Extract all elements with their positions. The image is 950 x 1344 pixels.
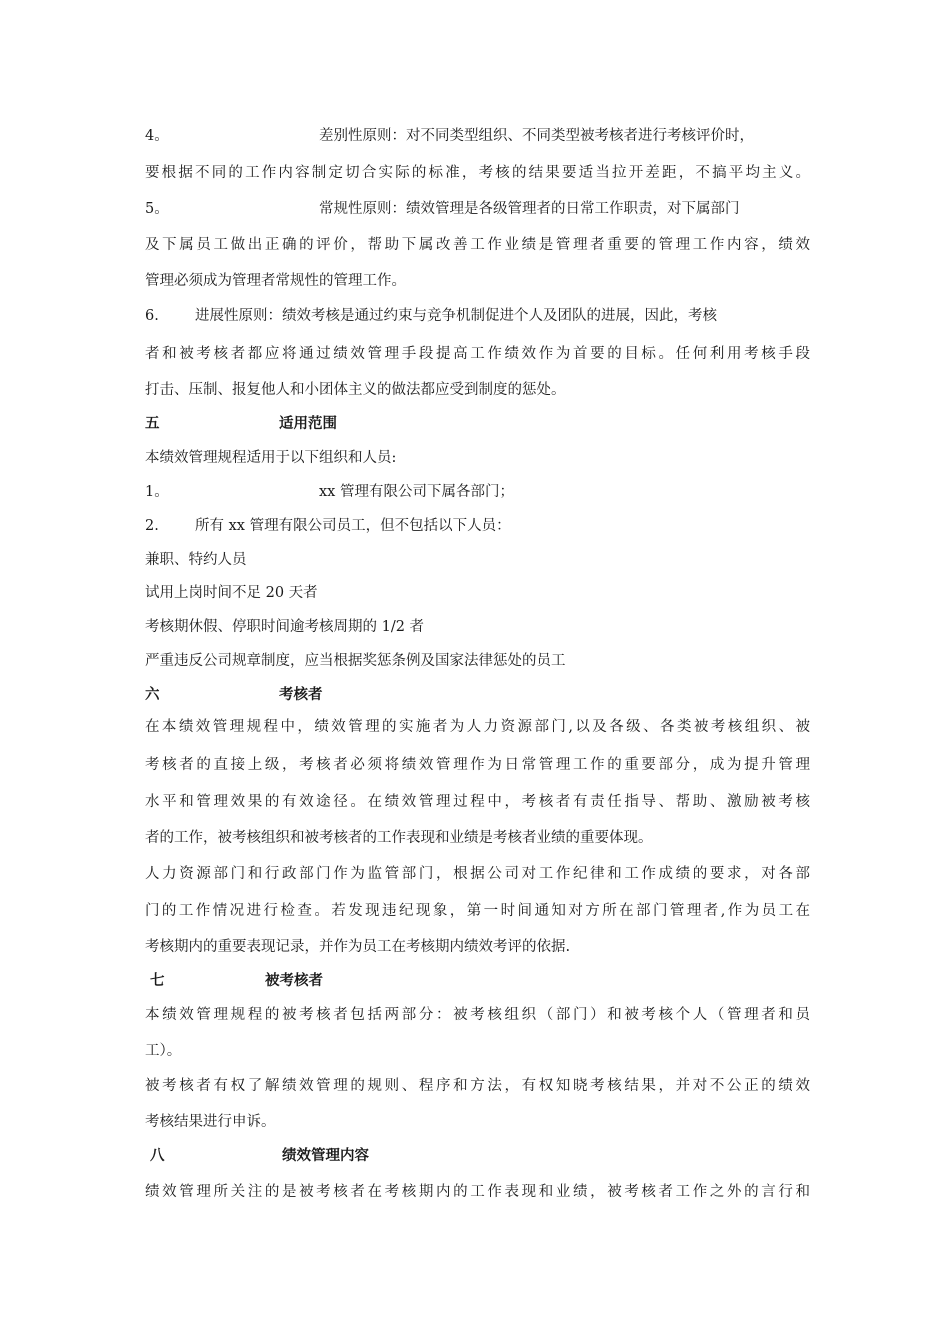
- principle-6-line-1: [145, 306, 810, 326]
- section-6-para-1-line: 水平和管理效果的有效途径。在绩效管理过程中，考核者有责任指导、帮助、激励被考核: [145, 794, 810, 810]
- section-6-para-1-line: 考核者的直接上级，考核者必须将绩效管理作为日常管理工作的重要部分，成为提升管理: [145, 757, 810, 773]
- section-5-item-2-text: 所有 xx 管理有限公司员工，但不包括以下人员：: [195, 518, 511, 534]
- section-6-para-2-line: 人力资源部门和行政部门作为监管部门，根据公司对工作纪律和工作成绩的要求，对各部: [145, 866, 810, 882]
- section-7-title: 被考核者: [265, 972, 323, 989]
- section-5-number: 五: [145, 415, 160, 432]
- section-8-number: 八: [150, 1147, 165, 1164]
- principle-4-line-1: [145, 126, 810, 146]
- principle-6-number: 6.: [145, 308, 159, 324]
- section-5-item-1-number: 1。: [145, 484, 169, 500]
- section-7-para-2-line: 被考核者有权了解绩效管理的规则、程序和方法，有权知晓考核结果，并对不公正的绩效: [145, 1078, 810, 1094]
- principle-5-text: 常规性原则：绩效管理是各级管理者的日常工作职责，对下属部门: [319, 201, 740, 217]
- section-6-heading: [145, 685, 810, 705]
- exclusion-item: 兼职、特约人员: [145, 552, 247, 568]
- principle-6-line-3: 打击、压制、报复他人和小团体主义的做法都应受到制度的惩处。: [145, 382, 566, 398]
- section-7-para-1-line: 工）。: [145, 1043, 182, 1059]
- section-5-intro: 本绩效管理规程适用于以下组织和人员:: [145, 450, 397, 466]
- principle-4-line-2: 要根据不同的工作内容制定切合实际的标准，考核的结果要适当拉开差距，不搞平均主义。: [145, 165, 810, 181]
- section-6-number: 六: [145, 686, 160, 703]
- principle-6-line-2: 者和被考核者都应将通过绩效管理手段提高工作绩效作为首要的目标。任何利用考核手段: [145, 346, 810, 362]
- section-5-item-1: [145, 482, 810, 502]
- principle-5-line-3: 管理必须成为管理者常规性的管理工作。: [145, 273, 406, 289]
- section-5-item-2-number: 2.: [145, 518, 159, 534]
- section-6-para-2-line: 考核期内的重要表现记录，并作为员工在考核期内绩效考评的依据.: [145, 939, 571, 955]
- section-6-para-1-line: 在本绩效管理规程中，绩效管理的实施者为人力资源部门,以及各级、各类被考核组织、被: [145, 719, 810, 735]
- principle-4-number: 4。: [145, 128, 169, 144]
- exclusion-item: 考核期休假、停职时间逾考核周期的 1/2 者: [145, 619, 425, 635]
- section-5-heading: [145, 414, 810, 434]
- principle-5-line-2: 及下属员工做出正确的评价，帮助下属改善工作业绩是管理者重要的管理工作内容，绩效: [145, 237, 810, 253]
- principle-5-number: 5。: [145, 201, 169, 217]
- section-6-para-1-line: 者的工作，被考核组织和被考核者的工作表现和业绩是考核者业绩的重要体现。: [145, 830, 653, 846]
- section-7-number: 七: [150, 972, 165, 989]
- section-5-title: 适用范围: [279, 415, 337, 432]
- section-8-para-1-line: 绩效管理所关注的是被考核者在考核期内的工作表现和业绩，被考核者工作之外的言行和: [145, 1184, 810, 1200]
- section-8-title: 绩效管理内容: [282, 1147, 369, 1164]
- principle-4-text: 差别性原则：对不同类型组织、不同类型被考核者进行考核评价时，: [319, 128, 754, 144]
- section-5-item-1-text: xx 管理有限公司下属各部门；: [319, 484, 514, 500]
- section-6-title: 考核者: [279, 686, 323, 703]
- principle-5-line-1: [145, 199, 810, 219]
- section-6-para-2-line: 门的工作情况进行检查。若发现违纪现象，第一时间通知对方所在部门管理者,作为员工在: [145, 903, 810, 919]
- section-8-heading: [150, 1146, 815, 1166]
- section-5-item-2: [145, 516, 810, 536]
- principle-6-text: 进展性原则：绩效考核是通过约束与竞争机制促进个人及团队的进展，因此，考核: [195, 308, 717, 324]
- section-7-para-2-line: 考核结果进行申诉。: [145, 1114, 276, 1130]
- exclusion-item: 试用上岗时间不足 20 天者: [145, 585, 318, 601]
- section-7-heading: [150, 971, 815, 991]
- section-7-para-1-line: 本绩效管理规程的被考核者包括两部分：被考核组织（部门）和被考核个人（管理者和员: [145, 1007, 810, 1023]
- exclusion-item: 严重违反公司规章制度，应当根据奖惩条例及国家法律惩处的员工: [145, 653, 566, 669]
